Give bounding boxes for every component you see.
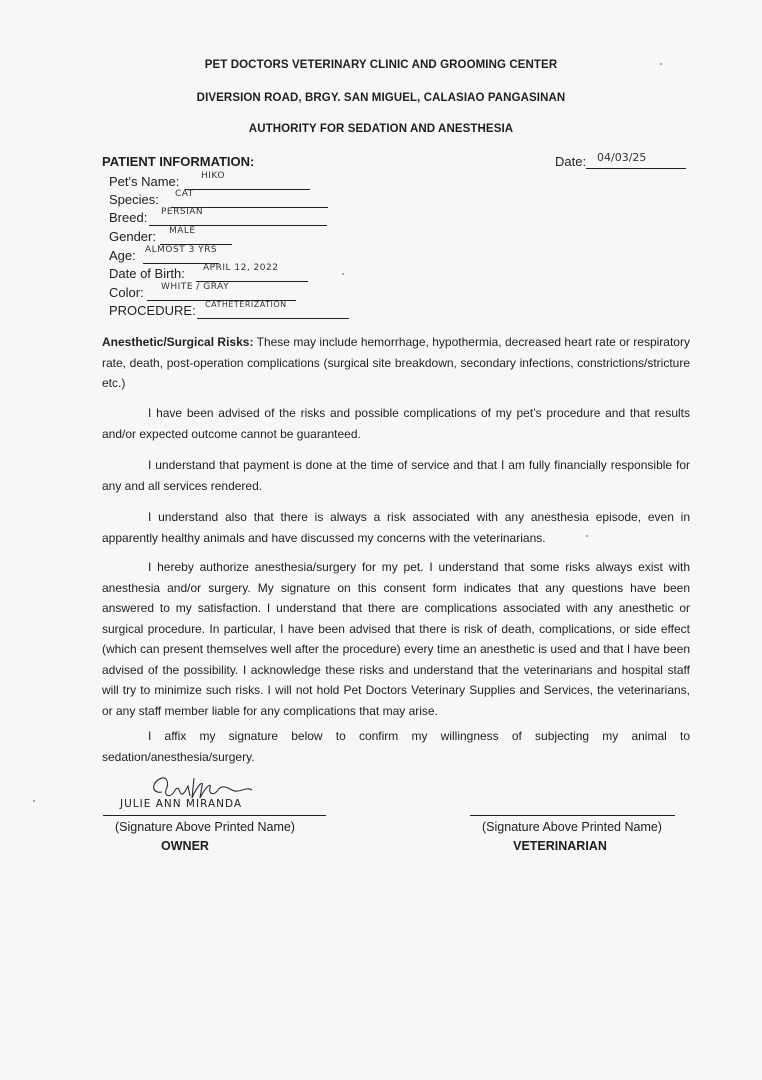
clinic-address: DIVERSION ROAD, BRGY. SAN MIGUEL, CALASIAO PANGASINAN <box>196 92 566 104</box>
authorization-paragraph <box>102 557 690 721</box>
vet-signature-line <box>470 815 675 816</box>
field-value: MALE <box>169 226 196 236</box>
date-of-birth-field <box>109 263 279 281</box>
date-value: 04/03/25 <box>597 151 647 164</box>
field-label: Gender: <box>109 229 156 244</box>
breed-field <box>109 207 204 225</box>
owner-signature-line <box>103 815 326 816</box>
vet-role-label: VETERINARIAN <box>513 839 607 853</box>
patient-info-heading: PATIENT INFORMATION: <box>102 154 255 169</box>
advised-paragraph <box>102 403 690 444</box>
paragraph-text: I affix my signature below to confirm my willingness of subjecting my animal to sedation/anesthesia/surgery. <box>102 729 690 764</box>
field-value: APRIL 12, 2022 <box>203 263 279 273</box>
affix-signature-paragraph <box>102 726 690 767</box>
paragraph-text: I hereby authorize anesthesia/surgery for my pet. I understand that some risks always exist with anesthesia and/or surgery. My signature on this consent form indicates that any questions have been answered to my satisfaction. I understand that there are complications associated with any anesthetic or surgical procedure. In particular, I have been advised that there is risk of death, complications, or side effect (which can present themselves well after the procedure) every time an anesthetic is used and that I have been advised of the possibility. I acknowledge these risks and understand that the veterinarians and hospital staff will try to minimize such risks. I will not hold Pet Doctors Veterinary Supplies and Services, the veterinarians, or any staff member liable for any complications that may arise. <box>102 560 690 718</box>
species-field <box>109 189 194 207</box>
date-label: Date: <box>555 154 587 169</box>
field-value: PERSIAN <box>161 207 204 217</box>
scan-speck <box>660 63 662 65</box>
owner-printed-name: JULIE ANN MIRANDA <box>120 798 243 810</box>
field-label: Age: <box>109 248 136 263</box>
form-title: AUTHORITY FOR SEDATION AND ANESTHESIA <box>248 123 514 135</box>
paragraph-text: I understand that payment is done at the time of service and that I am fully financially responsible for any and all services rendered. <box>102 458 690 493</box>
field-label: Date of Birth: <box>109 266 185 281</box>
risks-paragraph <box>102 332 690 394</box>
field-label: Breed: <box>109 210 148 225</box>
scan-speck <box>33 800 35 802</box>
pet-name-field <box>109 171 225 189</box>
gender-field <box>109 226 196 244</box>
color-field <box>109 282 230 300</box>
field-value: CATHETERIZATION <box>205 300 287 309</box>
risks-label: Anesthetic/Surgical Risks: <box>102 335 254 349</box>
scan-speck <box>586 535 588 537</box>
field-value: CAT <box>175 189 194 199</box>
field-value: ALMOST 3 YRS <box>145 245 218 255</box>
paragraph-text: I have been advised of the risks and possible complications of my pet’s procedure and that results and/or expected outcome cannot be guaranteed. <box>102 406 690 441</box>
procedure-field <box>109 300 287 318</box>
risks-text: These may include hemorrhage, hypothermia, decreased heart rate or respiratory rate, death, post-operation complications (surgical site breakdown, secondary infections, constrictions/stricture etc.) <box>102 335 690 390</box>
field-value: HIKO <box>201 171 225 181</box>
paragraph-text: I understand also that there is always a risk associated with any anesthesia episode, even in apparently healthy animals and have discussed my concerns with the veterinarians. <box>102 510 690 545</box>
payment-paragraph <box>102 455 690 496</box>
owner-signature-caption: (Signature Above Printed Name) <box>115 820 295 834</box>
risk-awareness-paragraph <box>102 507 690 548</box>
field-label: Species: <box>109 192 159 207</box>
field-label: PROCEDURE: <box>109 303 196 318</box>
owner-role-label: OWNER <box>161 839 209 853</box>
age-field <box>109 245 218 263</box>
field-underline <box>171 194 328 208</box>
field-value: WHITE / GRAY <box>161 282 230 292</box>
date-field <box>555 151 647 169</box>
field-label: Color: <box>109 285 144 300</box>
scan-speck <box>342 273 344 275</box>
vet-signature-caption: (Signature Above Printed Name) <box>482 820 662 834</box>
clinic-name: PET DOCTORS VETERINARY CLINIC AND GROOMING CENTER <box>204 59 558 71</box>
field-label: Pet's Name: <box>109 174 180 189</box>
